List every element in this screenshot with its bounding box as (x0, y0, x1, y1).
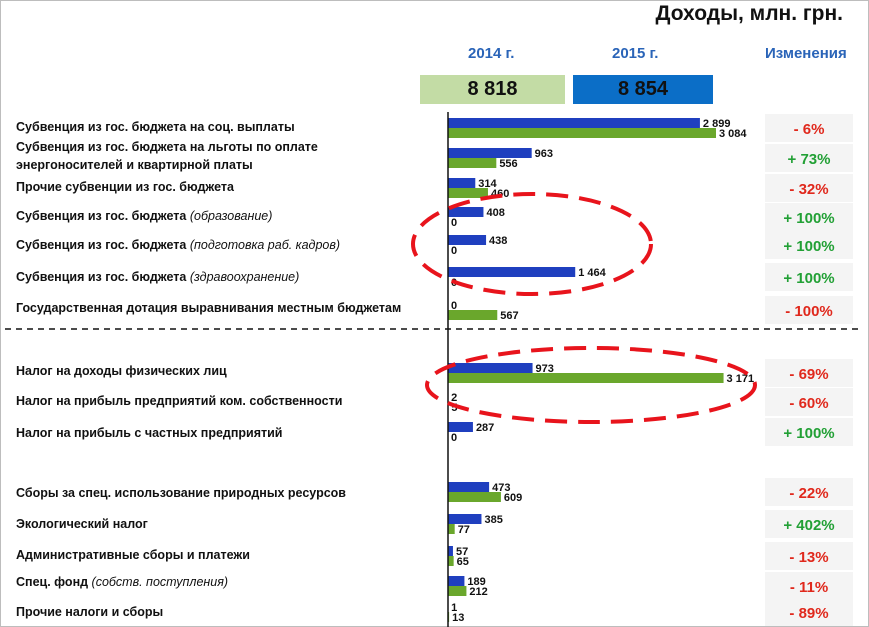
value-label-2015: 973 (535, 363, 554, 375)
value-label-2014: 0 (451, 432, 458, 444)
change-value: - 89% (789, 605, 829, 622)
category-label: Налог на доходы физических лиц (16, 364, 227, 378)
value-label-2015: 2 899 (702, 118, 731, 130)
category-label: Субвенция из гос. бюджета на льготы по оплате (16, 140, 318, 154)
change-value: + 100% (783, 210, 835, 227)
value-label-2014: 0 (451, 245, 458, 257)
bar-2014 (448, 524, 455, 534)
value-label-2015: 0 (451, 300, 458, 312)
value-label-2015: 287 (475, 422, 495, 434)
category-label: энергоносителей и квартирной платы (16, 158, 253, 172)
header-change: Изменения (765, 45, 847, 62)
value-label-2014: 0 (451, 277, 458, 289)
category-label: Административные сборы и платежи (16, 548, 250, 562)
bar-2014 (448, 556, 454, 566)
bar-2015 (448, 363, 533, 373)
bar-2015 (448, 178, 475, 188)
change-value: - 69% (789, 366, 829, 383)
change-value: - 22% (789, 485, 829, 502)
bar-2015 (448, 482, 489, 492)
value-label-2015: 963 (534, 148, 554, 160)
category-label: Государственная дотация выравнивания местным бюджетам (16, 301, 402, 315)
value-label-2014: 212 (469, 586, 488, 598)
value-label-2015: 1 (451, 602, 458, 614)
value-label-2014: 0 (451, 217, 458, 229)
bar-2014 (448, 128, 716, 138)
header-2014: 2014 г. (468, 45, 515, 62)
change-value: + 100% (783, 425, 835, 442)
category-label: Субвенция из гос. бюджета на соц. выплаты (16, 120, 295, 134)
change-value: - 6% (793, 121, 825, 138)
change-value: - 11% (789, 579, 829, 596)
value-label-2015: 438 (489, 235, 508, 247)
annotation-ellipse (427, 348, 755, 422)
category-label: Субвенция из гос. бюджета (здравоохранение) (16, 270, 300, 284)
value-label-2014: 460 (490, 188, 510, 200)
value-label-2014: 13 (452, 612, 465, 624)
category-label: Налог на прибыль предприятий ком. собственности (16, 394, 343, 408)
bar-2015 (448, 576, 464, 586)
total-2015: 8 854 (617, 78, 669, 100)
value-label-2015: 57 (455, 546, 469, 558)
chart-title: Доходы, млн. грн. (655, 2, 843, 25)
bar-2014 (448, 373, 724, 383)
value-label-2015: 2 (451, 392, 458, 404)
bar-2015 (448, 514, 481, 524)
change-value: + 100% (783, 270, 835, 287)
value-label-2014: 609 (503, 492, 523, 504)
category-label: Субвенция из гос. бюджета (подготовка раб. кадров) (16, 238, 341, 252)
header-2015: 2015 г. (612, 45, 659, 62)
bar-2015 (448, 118, 700, 128)
category-label: Прочие налоги и сборы (16, 605, 164, 619)
value-label-2015: 385 (484, 514, 503, 526)
bar-2014 (448, 586, 466, 596)
change-value: - 60% (789, 395, 829, 412)
bar-2015 (448, 235, 486, 245)
bar-2015 (448, 422, 473, 432)
category-label: Сборы за спец. использование природных ресурсов (16, 486, 346, 500)
value-label-2014: 65 (456, 556, 469, 568)
category-label: Прочие субвенции из гос. бюджета (16, 180, 234, 194)
value-label-2015: 314 (478, 178, 497, 190)
category-label: Субвенция из гос. бюджета (образование) (16, 209, 273, 223)
bar-2015 (448, 148, 532, 158)
category-label: Спец. фонд (собств. поступления) (16, 575, 229, 589)
value-label-2014: 3 084 (718, 128, 747, 140)
value-label-2014: 556 (499, 158, 518, 170)
change-value: - 13% (789, 549, 829, 566)
value-label-2015: 1 464 (578, 267, 606, 279)
value-label-2015: 408 (486, 207, 505, 219)
category-label: Налог на прибыль с частных предприятий (16, 426, 283, 440)
value-label-2015: 473 (492, 482, 511, 494)
value-label-2014: 5 (451, 402, 458, 414)
value-label-2015: 189 (467, 576, 486, 588)
value-label-2014: 3 171 (726, 373, 755, 385)
change-value: + 402% (783, 517, 835, 534)
value-label-2014: 567 (500, 310, 519, 322)
bar-2015 (448, 267, 575, 277)
change-value: - 32% (789, 181, 829, 198)
value-label-2014: 77 (457, 524, 470, 536)
change-value: - 100% (785, 303, 833, 320)
category-label: Экологический налог (16, 517, 148, 531)
bar-2014 (448, 158, 496, 168)
change-value: + 73% (787, 151, 831, 168)
total-2014: 8 818 (467, 78, 518, 100)
change-value: + 100% (783, 238, 835, 255)
